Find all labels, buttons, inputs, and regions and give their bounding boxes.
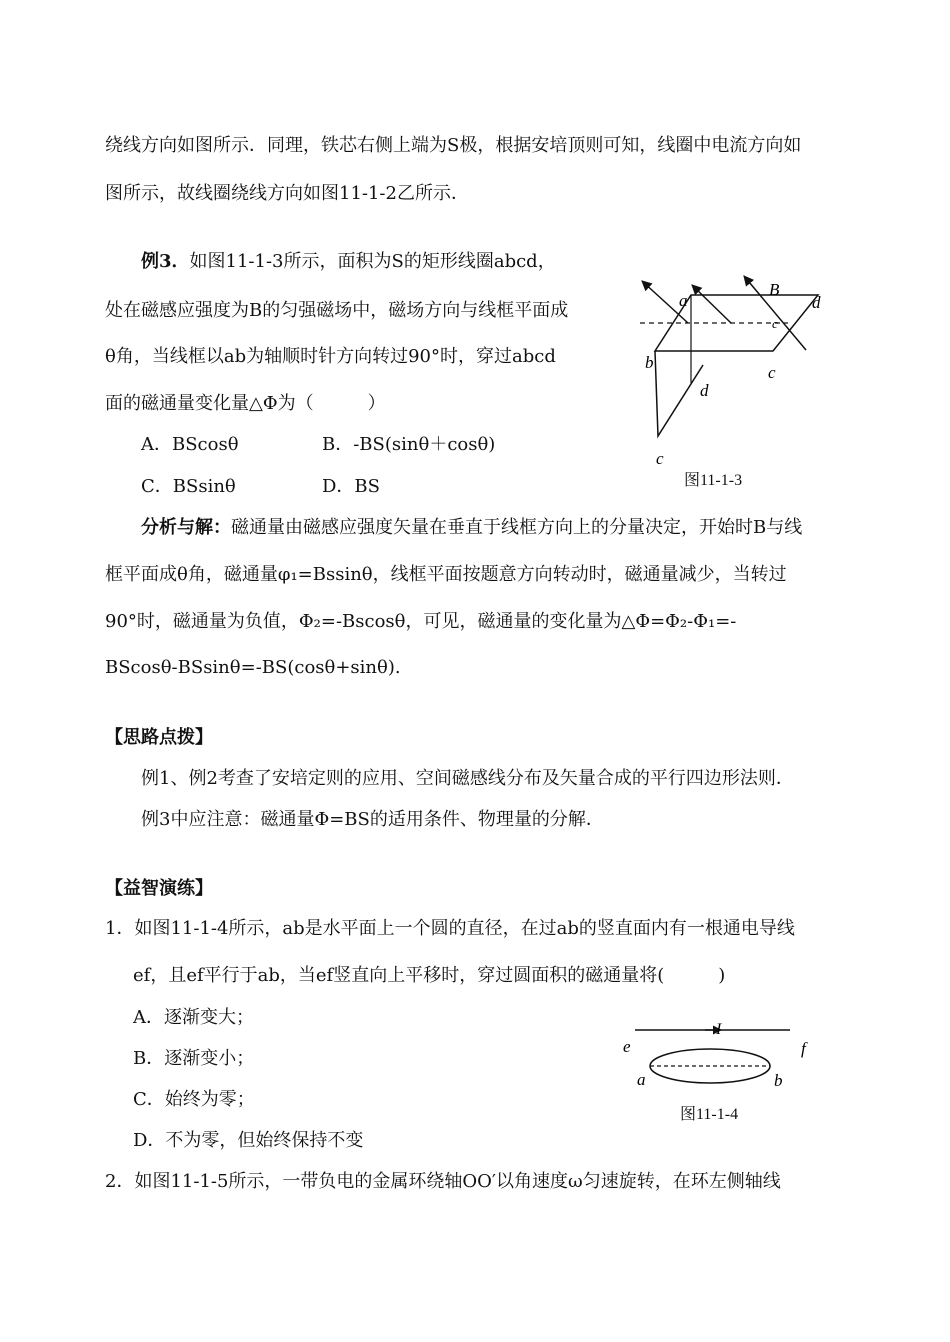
rotated-frame bbox=[655, 351, 703, 436]
figure-11-1-3 bbox=[628, 268, 848, 468]
example3-line-2: 处在磁感应强度为B的匀强磁场中，磁场方向与线框平面成 bbox=[105, 300, 569, 321]
example3-option-a: A．BScosθ bbox=[141, 434, 239, 455]
figure-11-1-4-caption: 图11-1-4 bbox=[680, 1106, 739, 1123]
tips-heading: 【思路点拨】 bbox=[105, 727, 213, 748]
intro-line-1: 绕线方向如图所示．同理，铁芯右侧上端为S极，根据安培顶则可知，线圈中电流方向如 bbox=[105, 135, 802, 156]
fig4-label-e: e bbox=[623, 1037, 631, 1056]
analysis-line-2: 框平面成θ角，磁通量φ₁=Bssinθ，线框平面按题意方向转动时，磁通量减少，当转过 bbox=[105, 564, 787, 585]
q1-option-a: A．逐渐变大； bbox=[133, 1007, 254, 1028]
q1-option-d: D．不为零，但始终保持不变 bbox=[133, 1130, 364, 1151]
fig3-label-c: c bbox=[768, 363, 776, 382]
tips-line-2: 例3中应注意：磁通量Φ=BS的适用条件、物理量的分解． bbox=[141, 809, 604, 830]
example3-line-1-text: 如图11-1-3所示，面积为S的矩形线圈abcd， bbox=[189, 251, 556, 272]
example3-line-1 bbox=[141, 251, 556, 273]
fig4-label-f: f bbox=[801, 1039, 806, 1058]
analysis-line-1-text: 磁通量由磁感应强度矢量在垂直于线框方向上的分量决定，开始时B与线 bbox=[231, 517, 803, 538]
fig3-label-c2: c bbox=[656, 449, 664, 468]
analysis-label: 分析与解： bbox=[141, 517, 231, 538]
example3-line-4: 面的磁通量变化量△Φ为（ ） bbox=[105, 393, 386, 414]
fig4-label-b: b bbox=[774, 1071, 783, 1090]
tips-line-1: 例1、例2考查了安培定则的应用、空间磁感线分布及矢量合成的平行四边形法则． bbox=[141, 768, 794, 789]
figure-11-1-4 bbox=[615, 1018, 815, 1098]
practice-heading: 【益智演练】 bbox=[105, 878, 213, 899]
fig3-label-d: d bbox=[812, 293, 821, 312]
fig3-label-B: B bbox=[769, 280, 780, 299]
fig3-label-a: a bbox=[679, 291, 688, 310]
example3-option-b: B．-BS(sinθ＋cosθ) bbox=[322, 434, 496, 455]
q1-option-c: C．始终为零； bbox=[133, 1089, 255, 1110]
q1-option-b: B．逐渐变小； bbox=[133, 1048, 255, 1069]
example3-option-c: C．BSsinθ bbox=[141, 476, 236, 497]
intro-line-2: 图所示，故线圈绕线方向如图11-1-2乙所示． bbox=[105, 183, 469, 204]
analysis-line-3: 90°时，磁通量为负值，Φ₂=-Bscosθ，可见，磁通量的变化量为△Φ=Φ₂-Φ₁=- bbox=[105, 611, 737, 632]
field-arrow-2 bbox=[692, 285, 731, 323]
example3-line-3: θ角，当线框以ab为轴顺时针方向转过90°时，穿过abcd bbox=[105, 346, 556, 367]
fig3-label-b: b bbox=[645, 353, 654, 372]
q1-line-1: 1．如图11-1-4所示，ab是水平面上一个圆的直径，在过ab的竖直面内有一根通电导线 bbox=[105, 918, 795, 939]
q2-line-1: 2．如图11-1-5所示，一带负电的金属环绕轴OO′以角速度ω匀速旋转，在环左侧轴线 bbox=[105, 1171, 781, 1192]
analysis-line-4: BScosθ-BSsinθ=-BS(cosθ+sinθ). bbox=[105, 657, 401, 678]
figure-11-1-3-caption: 图11-1-3 bbox=[684, 472, 743, 489]
fig3-label-c-inner: c bbox=[772, 316, 778, 331]
fig4-label-a: a bbox=[637, 1070, 646, 1089]
fig4-label-I: I bbox=[716, 1021, 722, 1038]
analysis-line-1 bbox=[141, 517, 802, 539]
fig3-label-d2: d bbox=[700, 381, 709, 400]
q1-line-2: ef，且ef平行于ab，当ef竖直向上平移时，穿过圆面积的磁通量将( ) bbox=[133, 965, 726, 986]
example3-label: 例3． bbox=[141, 251, 190, 272]
example3-option-d: D．BS bbox=[322, 476, 380, 497]
